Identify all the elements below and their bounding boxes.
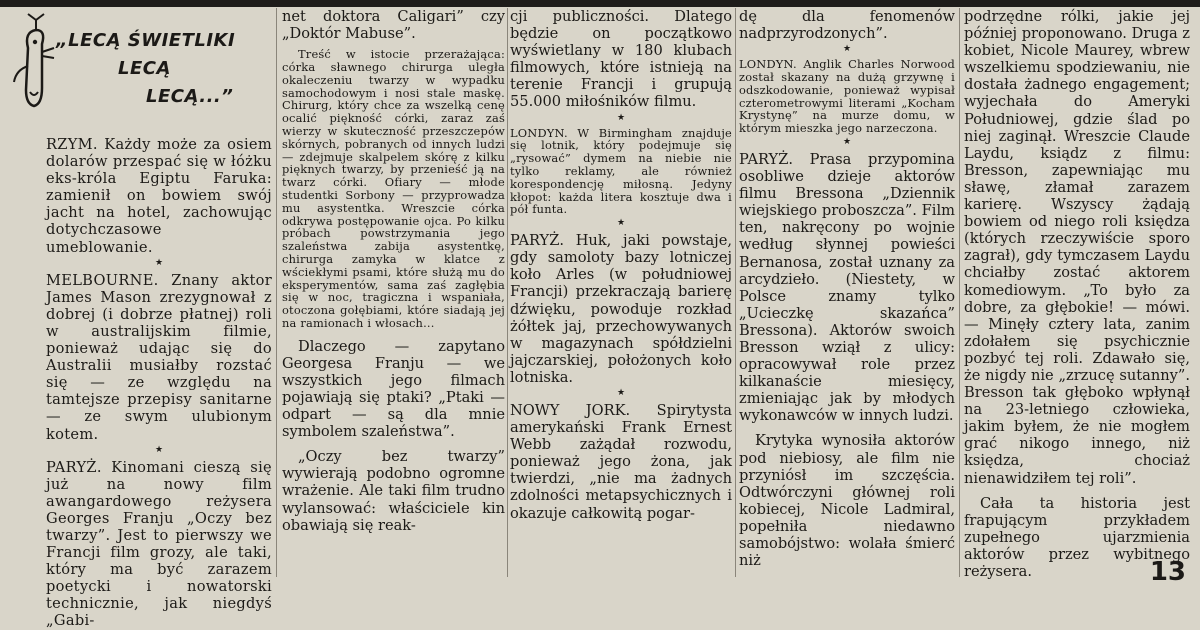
column-4 xyxy=(739,8,955,577)
separator-star: ★ xyxy=(616,218,626,229)
column-rule xyxy=(276,8,277,577)
article-nowy-jork: NOWY JORK. Spirytysta amerykański Frank Ernest Webb zażądał rozwodu, ponieważ jego żona, jak twierdzi, „nie ma żadnych zdolności metapsychicznych i okazuje całkowitą pogar- xyxy=(510,401,732,522)
separator-star: ★ xyxy=(842,136,852,147)
column-1 xyxy=(46,8,272,630)
column-2 xyxy=(282,8,505,577)
separator-star: ★ xyxy=(616,112,626,123)
column-3 xyxy=(510,8,732,577)
article-paryz-franju: PARYŻ. Kinomani cieszą się już na nowy film awangardowego reżysera Georges Franju „Oczy bez twarzy”. Jest to pierwszy we Francji film grozy, ale taki, który ma być zarazem poetycki i nowatorski technicznie, jak niegdyś „Gabi- xyxy=(46,458,272,630)
article-paryz-franju-continued: net doktora Caligari” czy „Doktór Mabuse”. xyxy=(282,8,505,43)
article-nowy-jork-continued: dę dla fenomenów nadprzyrodzonych”. xyxy=(739,8,955,43)
separator-star: ★ xyxy=(154,444,164,455)
separator-star: ★ xyxy=(842,44,852,55)
article-dlaczego: Dlaczego — zapytano Georgesa Franju — we wszystkich jego filmach pojawiają się ptaki? „Ptaki — odpart — są dla mnie symbolem szaleństwa”. xyxy=(282,337,505,441)
headline-line-1: „LECĄ ŚWIETLIKI xyxy=(56,30,236,51)
separator-star: ★ xyxy=(616,387,626,398)
article-cala-historia: Cała ta historia jest frapującym przykładem zupełnego ujarzmienia aktorów przez wybitnego reżysera. xyxy=(964,494,1190,580)
headline-line-3: LECĄ...” xyxy=(146,86,234,107)
article-oczy-bez-twarzy: „Oczy bez twarzy” wywierają podobno ogromne wrażenie. Ale taki film trudno wylansować: właściciele kin obawiają się reak- xyxy=(282,448,505,534)
column-rule xyxy=(735,8,736,577)
article-tresc: Treść w istocie przerażająca: córka sławnego chirurga uległa okaleczeniu twarzy w wypadku samochodowym i nosi stale maskę. Chirurg, który chce za wszelką cenę ocalić piękność córki, zaraz zaś wierzy w skuteczność przeszczepów skórnych, pobranych od innych ludzi — zdejmuje skalpelem skórę z kilku pięknych twarzy, by przenieść ją na twarz córki. Ofiary — młode studentki Sorbony — przyprowadza mu asystentka. Wreszcie córka odkrywa postępowanie ojca. Po kilku próbach powstrzymania jego szaleństwa zabija asystentkę, chirurga zamyka w klatce z wściekłymi psami, które służą mu do eksperymentów, sama zaś zagłębia się w noc, tragiczna i wspaniała, otoczona gołębiami, które siadają jej na ramionach i włosach... xyxy=(282,47,505,330)
article-londyn-norwood: LONDYN. Anglik Charles Norwood został skazany na dużą grzywnę i odszkodowanie, ponieważ wypisał czterometrowymi literami „Kocham Krystynę” na murze domu, w którym mieszka jego narzeczona. xyxy=(739,57,955,136)
column-5 xyxy=(964,8,1190,580)
article-krytyka: Krytyka wynosiła aktorów pod niebiosy, ale film nie przyniósł im szczęścia. Odtwórczyni głównej roli kobiecej, Nicole Ladmiral, popełniła niedawno samobójstwo: wolała śmierć niż xyxy=(739,432,955,570)
top-black-bar xyxy=(0,0,1200,7)
article-paryz-arles: PARYŻ. Huk, jaki powstaje, gdy samoloty bazy lotniczej koło Arles (w południowej Francji) przekraczają barierę dźwięku, powoduje rozkład żółtek jaj, przechowywanych w magazynach spółdzielni jajczarskiej, położonych koło lotniska. xyxy=(510,232,732,386)
column-rule xyxy=(959,8,960,577)
headline-block xyxy=(6,8,272,136)
page-number: 13 xyxy=(1149,557,1186,587)
article-kluby-continued: cji publiczności. Dlatego będzie on początkowo wyświetlany w 180 klubach filmowych, które istnieją na terenie Francji i grupują 55.000 miłośników filmu. xyxy=(510,8,732,111)
article-bresson-continued: podrzędne rólki, jakie jej później proponowano. Druga z kobiet, Nicole Maurey, wbrew wszelkiemu spodziewaniu, nie dostała żadnego engagement; wyjechała do Ameryki Południowej, gdzie ślad po niej zaginął. Wreszcie Claude Laydu, ksiądz z filmu: Bresson, zapewniając mu sławę, złamał zarazem karierę. Wszyscy żądają bowiem od niego roli księdza (których rzeczywiście sporo zagrał), gdy tymczasem Laydu chciałby zostać aktorem komediowym. „To było za dobre, za głębokie! — mówi. — Minęły cztery lata, zanim zdołałem się psychicznie pozbyć tej roli. Zdawało się, że nigdy nie „zrzucę sutanny”. Bresson tak głęboko wpłynął na 23-letniego człowieka, jakim byłem, że nie mogłem grać nikogo innego, niż księdza, chociaż nienawidziłem tej roli”. xyxy=(964,8,1190,487)
article-rzym: RZYM. Każdy może za osiem dolarów przespać się w łóżku eks-króla Egiptu Faruka: zamienił on bowiem swój jacht na hotel, zachowując dotychczasowe umeblowanie. xyxy=(46,136,272,256)
firefly-icon xyxy=(6,8,66,128)
headline-line-2: LECĄ xyxy=(118,58,171,79)
article-paryz-bresson: PARYŻ. Prasa przypomina osobliwe dzieje aktorów filmu Bressona „Dziennik wiejskiego proboszcza”. Film ten, nakręcony po wojnie według słynnej powieści Bernanosa, został uznany za arcydzieło. (Niestety, w Polsce znamy tylko „Ucieczkę skazańca” Bressona). Aktorów swoich Bresson wziął z ulicy: opracowywał role przez kilkanaście miesięcy, zmieniając jak by młodych wykonawców w innych ludzi. xyxy=(739,150,955,425)
article-melbourne: MELBOURNE. Znany aktor James Mason zrezygnował z dobrej (i dobrze płatnej) roli w australijskim filmie, ponieważ udając się do Australii musiałby rozstać się — ze względu na tamtejsze przepisy sanitarne — ze swym ulubionym kotem. xyxy=(46,271,272,443)
article-londyn-lotnik: LONDYN. W Birmingham znajduje się lotnik, który podejmuje się „rysować” dymem na niebie nie tylko reklamy, ale również korespondencję miłosną. Jedyny kłopot: każda litera kosztuje dwa i pół funta. xyxy=(510,125,732,217)
separator-star: ★ xyxy=(154,257,164,268)
column-rule xyxy=(507,8,508,577)
